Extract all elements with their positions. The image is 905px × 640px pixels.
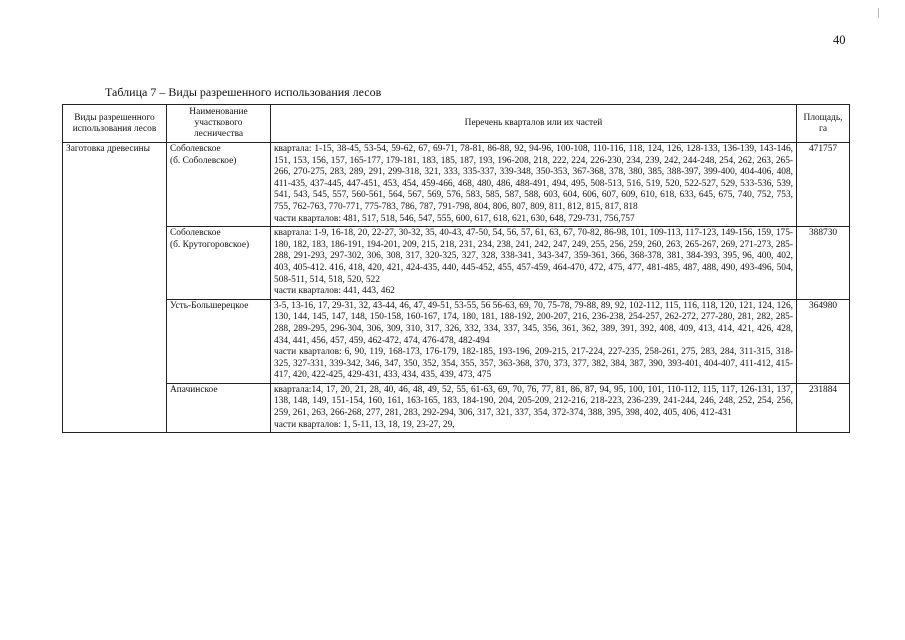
table-row	[63, 143, 850, 227]
table-header-row	[63, 105, 850, 143]
quarters-cell	[271, 143, 797, 227]
forestry-cell	[167, 143, 271, 227]
quarters-parts: части кварталов: 1, 5-11, 13, 18, 19, 23-27, 29,	[274, 419, 455, 430]
header-quarters: Перечень кварталов или их частей	[271, 105, 797, 143]
quarters-cell	[271, 299, 797, 383]
page-number: 40	[833, 33, 846, 47]
table-row	[63, 227, 850, 300]
quarters-cell	[271, 383, 797, 432]
table-row	[63, 299, 850, 383]
table-row	[63, 383, 850, 432]
scan-artifact	[878, 8, 879, 18]
area-cell: 471757	[797, 143, 850, 227]
quarters-list: квартала:14, 17, 20, 21, 28, 40, 46, 48, 49, 52, 55, 61-63, 69, 70, 76, 77, 81, 86, 87, 94, 95, 100, 101, 110-112, 115, 117, 126-131, 137, 138, 148, 149, 151-154, 160, 161, 163-165, 183, 184-190, 204, 205-209, 212-216, 218-223, 236-239, 241-244, 246, 248, 252, 254, 256, 259, 261, 263, 266-268, 277, 281, 283, 292-294, 306, 317, 321, 337, 354, 372-374, 388, 395, 398, 402, 405, 406, 412-431	[274, 384, 793, 419]
header-use-type: Виды разрешенного использования лесов	[63, 105, 167, 143]
forestry-cell	[167, 227, 271, 300]
header-area: Площадь, га	[797, 105, 850, 143]
table-title: Таблица 7 – Виды разрешенного использования лесов	[105, 85, 382, 99]
forestry-former-name: (б. Соболевское)	[170, 155, 237, 166]
area-cell: 388730	[797, 227, 850, 300]
forestry-cell	[167, 383, 271, 432]
use-type-cell: Заготовка древесины	[63, 143, 167, 433]
quarters-parts: части кварталов: 6, 90, 119, 168-173, 176-179, 182-185, 193-196, 209-215, 217-224, 227-235, 258-261, 275, 283, 284, 311-315, 318-325, 327-331, 339-342, 346, 347, 350, 352, 354, 355, 357, 363-368, 370, 373, 377, 382, 384, 387, 390, 393-401, 404-407, 411-412, 415-417, 420, 422-425, 429-431, 433, 434, 435, 439, 473, 475	[274, 347, 793, 381]
quarters-cell	[271, 227, 797, 300]
quarters-list: квартала: 1-15, 38-45, 53-54, 59-62, 67, 69-71, 78-81, 86-88, 92, 94-96, 100-108, 110-116, 118, 124, 126, 128-133, 136-139, 143-146, 151, 153, 156, 157, 165-177, 179-181, 183, 185, 187, 193, 196-208, 218, 222, 224, 226-230, 234, 239, 242, 244-248, 254, 262, 263, 265-266, 270-275, 283, 289, 291, 299-318, 321, 333, 335-337, 339-348, 350-353, 367-368, 378, 380, 385, 388-397, 399-400, 404-406, 408, 411-435, 437-445, 447-451, 453, 454, 459-466, 468, 480, 486, 488-491, 494, 495, 508-513, 516, 519, 520, 522-527, 529, 533-536, 539, 541, 543, 545, 557, 560-561, 564, 567, 569, 576, 583, 585, 587, 588, 603, 604, 606, 607, 609, 610, 618, 633, 645, 675, 740, 752, 753, 755, 762-763, 770-771, 775-783, 786, 787, 791-798, 804, 806, 807, 809, 811, 812, 815, 817, 818	[274, 144, 793, 212]
area-cell: 231884	[797, 383, 850, 432]
quarters-parts: части кварталов: 481, 517, 518, 546, 547, 555, 600, 617, 618, 621, 630, 648, 729-731, 756,757	[274, 213, 635, 224]
forestry-name: Соболевское	[170, 144, 221, 154]
quarters-list: квартала: 1-9, 16-18, 20, 22-27, 30-32, 35, 40-43, 47-50, 54, 56, 57, 61, 63, 67, 70-82, 86-98, 101, 109-113, 117-123, 149-156, 159, 175-180, 182, 183, 186-191, 194-201, 209, 215, 218, 231, 234, 238, 241, 242, 247, 249, 255, 256, 259, 260, 263, 265-267, 269, 271-273, 285-288, 291-293, 297-302, 306, 308, 317, 320-325, 327, 328, 338-341, 343-347, 359-361, 366, 368-378, 381, 384-393, 395, 96, 400, 402, 403, 405-412. 416, 418, 420, 421, 424-435, 440, 445-452, 455, 457-459, 464-470, 472, 475, 477, 481-485, 487, 488, 490, 493-496, 504, 508-511, 514, 518, 520, 522	[274, 228, 793, 285]
forestry-name: Усть-Большерецкое	[170, 300, 249, 311]
quarters-list: 3-5, 13-16, 17, 29-31, 32, 43-44, 46, 47, 49-51, 53-55, 56 56-63, 69, 70, 75-78, 79-88, 89, 92, 102-112, 115, 116, 118, 120, 121, 124, 126, 130, 144, 145, 147, 148, 150-158, 160-167, 174, 180, 181, 188-192, 200-207, 216, 236-238, 254-257, 262-272, 277-280, 281, 282, 285-288, 289-295, 296-304, 306, 309, 310, 317, 326, 332, 334, 337, 345, 356, 361, 362, 389, 391, 392, 408, 409, 413, 414, 421, 426, 428, 434, 441, 456, 457, 459, 462-472, 474, 476-478, 482-494	[274, 300, 793, 346]
forest-use-table	[62, 104, 850, 433]
forestry-name: Соболевское	[170, 228, 221, 239]
quarters-parts: части кварталов: 441, 443, 462	[274, 286, 395, 297]
forestry-name: Апачинское	[170, 384, 218, 395]
header-forestry: Наименование участкового лесничества	[167, 105, 271, 143]
area-cell: 364980	[797, 299, 850, 383]
forestry-cell	[167, 299, 271, 383]
forestry-former-name: (б. Крутогоровское)	[170, 239, 250, 250]
